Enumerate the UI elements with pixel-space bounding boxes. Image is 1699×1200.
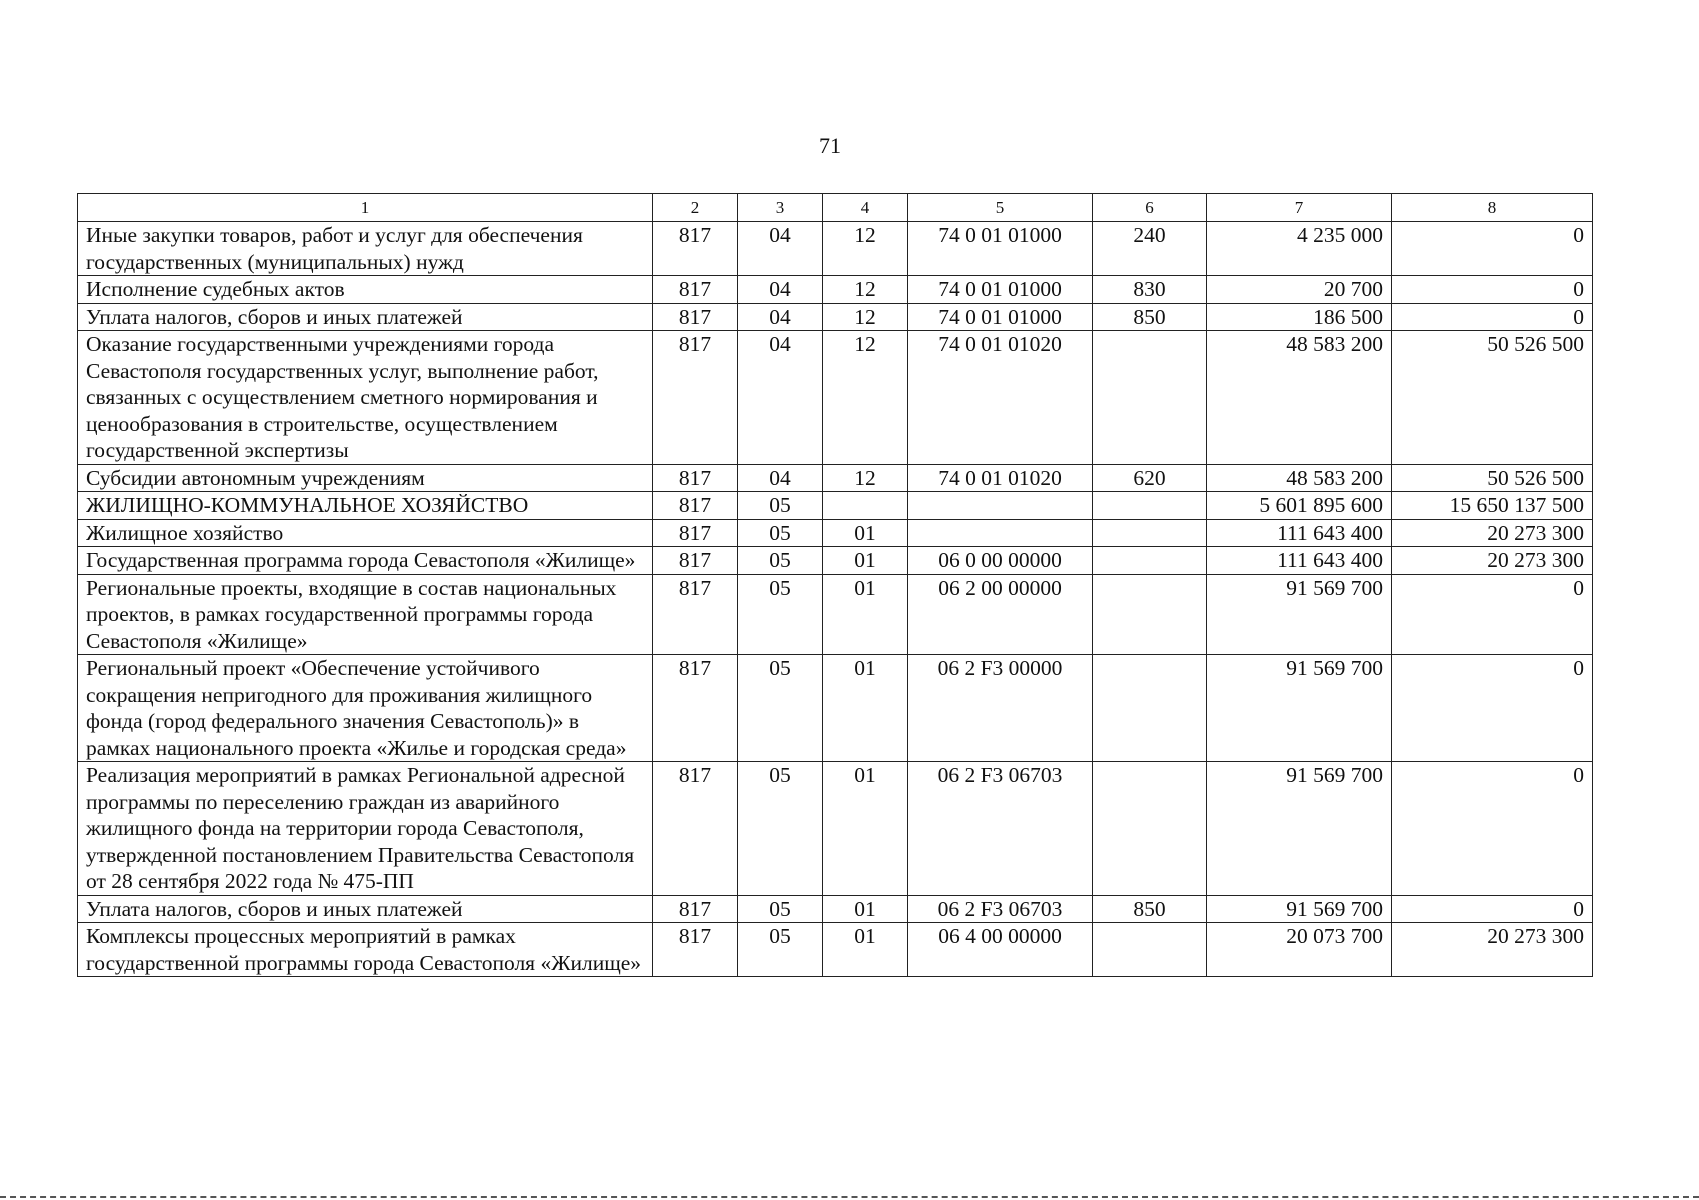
cell-name: Региональные проекты, входящие в состав национальных проектов, в рамках государственной программы города Севастополя «Жилище»: [78, 574, 653, 655]
cell-section: 05: [738, 519, 823, 547]
cell-amount-year-2: 50 526 500: [1392, 331, 1593, 465]
cell-subsection: 12: [823, 222, 908, 276]
cell-admin-code: 817: [653, 762, 738, 896]
cell-amount-year-2: 15 650 137 500: [1392, 492, 1593, 520]
cell-target-article: 06 2 F3 06703: [908, 895, 1093, 923]
cell-subsection: 01: [823, 895, 908, 923]
cell-name: Реализация мероприятий в рамках Региональной адресной программы по переселению граждан из аварийного жилищного фонда на территории города Севастополя, утвержденной постановлением Правительства Севастополя от 28 сентября 2022 года № 475-ПП: [78, 762, 653, 896]
cell-name: Исполнение судебных актов: [78, 276, 653, 304]
cell-section: 04: [738, 222, 823, 276]
column-header-6: 6: [1093, 194, 1207, 222]
cell-section: 04: [738, 331, 823, 465]
cell-expense-type: [1093, 331, 1207, 465]
cell-expense-type: [1093, 762, 1207, 896]
cell-name: Уплата налогов, сборов и иных платежей: [78, 303, 653, 331]
cell-name: Жилищное хозяйство: [78, 519, 653, 547]
column-header-7: 7: [1207, 194, 1392, 222]
cell-section: 05: [738, 895, 823, 923]
cell-section: 04: [738, 464, 823, 492]
cell-expense-type: 620: [1093, 464, 1207, 492]
column-header-3: 3: [738, 194, 823, 222]
cell-subsection: 01: [823, 923, 908, 977]
cell-expense-type: [1093, 519, 1207, 547]
cell-name: Иные закупки товаров, работ и услуг для обеспечения государственных (муниципальных) нужд: [78, 222, 653, 276]
cell-amount-year-2: 0: [1392, 222, 1593, 276]
cell-amount-year-1: 111 643 400: [1207, 547, 1392, 575]
cell-target-article: 74 0 01 01000: [908, 303, 1093, 331]
table-row: [78, 547, 1593, 575]
column-header-5: 5: [908, 194, 1093, 222]
cell-amount-year-1: 48 583 200: [1207, 464, 1392, 492]
cell-amount-year-2: 20 273 300: [1392, 923, 1593, 977]
cell-amount-year-1: 20 073 700: [1207, 923, 1392, 977]
cell-subsection: 12: [823, 331, 908, 465]
table-row: [78, 655, 1593, 762]
table-row: [78, 492, 1593, 520]
cell-subsection: 12: [823, 303, 908, 331]
cell-admin-code: 817: [653, 655, 738, 762]
cell-expense-type: 240: [1093, 222, 1207, 276]
cell-amount-year-2: 0: [1392, 895, 1593, 923]
cell-amount-year-1: 91 569 700: [1207, 895, 1392, 923]
cell-name: Субсидии автономным учреждениям: [78, 464, 653, 492]
cell-section: 05: [738, 655, 823, 762]
cell-amount-year-2: 0: [1392, 276, 1593, 304]
cell-admin-code: 817: [653, 519, 738, 547]
cell-target-article: 06 2 F3 00000: [908, 655, 1093, 762]
cell-amount-year-2: 20 273 300: [1392, 547, 1593, 575]
cell-name: Оказание государственными учреждениями города Севастополя государственных услуг, выполнение работ, связанных с осуществлением сметного нормирования и ценообразования в строительстве, осуществлением государственной экспертизы: [78, 331, 653, 465]
cell-subsection: 01: [823, 655, 908, 762]
budget-table: [77, 193, 1593, 977]
cell-expense-type: [1093, 923, 1207, 977]
cell-admin-code: 817: [653, 923, 738, 977]
cell-admin-code: 817: [653, 547, 738, 575]
cell-subsection: 12: [823, 464, 908, 492]
cell-expense-type: [1093, 655, 1207, 762]
cell-target-article: 74 0 01 01000: [908, 276, 1093, 304]
cell-target-article: 74 0 01 01000: [908, 222, 1093, 276]
cell-section: 05: [738, 492, 823, 520]
cell-amount-year-1: 91 569 700: [1207, 574, 1392, 655]
cell-admin-code: 817: [653, 303, 738, 331]
cell-target-article: 06 4 00 00000: [908, 923, 1093, 977]
table-row: [78, 923, 1593, 977]
cell-admin-code: 817: [653, 331, 738, 465]
cell-name: Региональный проект «Обеспечение устойчивого сокращения непригодного для проживания жилищного фонда (город федерального значения Севастополь)» в рамках национального проекта «Жилье и городская среда»: [78, 655, 653, 762]
table-row: [78, 331, 1593, 465]
cell-expense-type: 850: [1093, 895, 1207, 923]
cell-subsection: 01: [823, 519, 908, 547]
cell-section: 04: [738, 303, 823, 331]
table-row: [78, 519, 1593, 547]
page-bottom-rule: [0, 1196, 1699, 1198]
cell-amount-year-1: 4 235 000: [1207, 222, 1392, 276]
cell-amount-year-1: 5 601 895 600: [1207, 492, 1392, 520]
cell-target-article: [908, 519, 1093, 547]
table-row: [78, 574, 1593, 655]
cell-subsection: 01: [823, 574, 908, 655]
table-row: [78, 222, 1593, 276]
cell-subsection: [823, 492, 908, 520]
cell-amount-year-2: 0: [1392, 762, 1593, 896]
table-row: [78, 895, 1593, 923]
cell-expense-type: [1093, 574, 1207, 655]
column-header-1: 1: [78, 194, 653, 222]
cell-name: Государственная программа города Севастополя «Жилище»: [78, 547, 653, 575]
cell-amount-year-1: 111 643 400: [1207, 519, 1392, 547]
cell-amount-year-2: 50 526 500: [1392, 464, 1593, 492]
page-number: 71: [819, 133, 841, 158]
cell-expense-type: [1093, 547, 1207, 575]
cell-name: Уплата налогов, сборов и иных платежей: [78, 895, 653, 923]
cell-expense-type: 850: [1093, 303, 1207, 331]
header-row: [78, 194, 1593, 222]
cell-subsection: 12: [823, 276, 908, 304]
cell-subsection: 01: [823, 547, 908, 575]
cell-section: 05: [738, 923, 823, 977]
cell-section: 04: [738, 276, 823, 304]
table-row: [78, 303, 1593, 331]
cell-subsection: 01: [823, 762, 908, 896]
cell-amount-year-1: 20 700: [1207, 276, 1392, 304]
cell-amount-year-2: 0: [1392, 574, 1593, 655]
cell-name: Комплексы процессных мероприятий в рамках государственной программы города Севастополя «Жилище»: [78, 923, 653, 977]
cell-amount-year-1: 48 583 200: [1207, 331, 1392, 465]
table-body: [78, 222, 1593, 977]
cell-target-article: 74 0 01 01020: [908, 464, 1093, 492]
cell-name: ЖИЛИЩНО-КОММУНАЛЬНОЕ ХОЗЯЙСТВО: [78, 492, 653, 520]
cell-admin-code: 817: [653, 895, 738, 923]
cell-expense-type: 830: [1093, 276, 1207, 304]
table-row: [78, 276, 1593, 304]
cell-target-article: [908, 492, 1093, 520]
cell-amount-year-1: 91 569 700: [1207, 762, 1392, 896]
cell-admin-code: 817: [653, 276, 738, 304]
cell-amount-year-2: 0: [1392, 655, 1593, 762]
cell-section: 05: [738, 547, 823, 575]
cell-target-article: 06 2 00 00000: [908, 574, 1093, 655]
table-row: [78, 762, 1593, 896]
table-row: [78, 464, 1593, 492]
cell-amount-year-2: 20 273 300: [1392, 519, 1593, 547]
cell-target-article: 74 0 01 01020: [908, 331, 1093, 465]
cell-target-article: 06 2 F3 06703: [908, 762, 1093, 896]
column-header-2: 2: [653, 194, 738, 222]
column-header-8: 8: [1392, 194, 1593, 222]
cell-target-article: 06 0 00 00000: [908, 547, 1093, 575]
cell-admin-code: 817: [653, 492, 738, 520]
cell-expense-type: [1093, 492, 1207, 520]
cell-section: 05: [738, 574, 823, 655]
cell-admin-code: 817: [653, 464, 738, 492]
cell-section: 05: [738, 762, 823, 896]
cell-amount-year-1: 186 500: [1207, 303, 1392, 331]
cell-amount-year-1: 91 569 700: [1207, 655, 1392, 762]
cell-amount-year-2: 0: [1392, 303, 1593, 331]
cell-admin-code: 817: [653, 222, 738, 276]
cell-admin-code: 817: [653, 574, 738, 655]
column-header-4: 4: [823, 194, 908, 222]
